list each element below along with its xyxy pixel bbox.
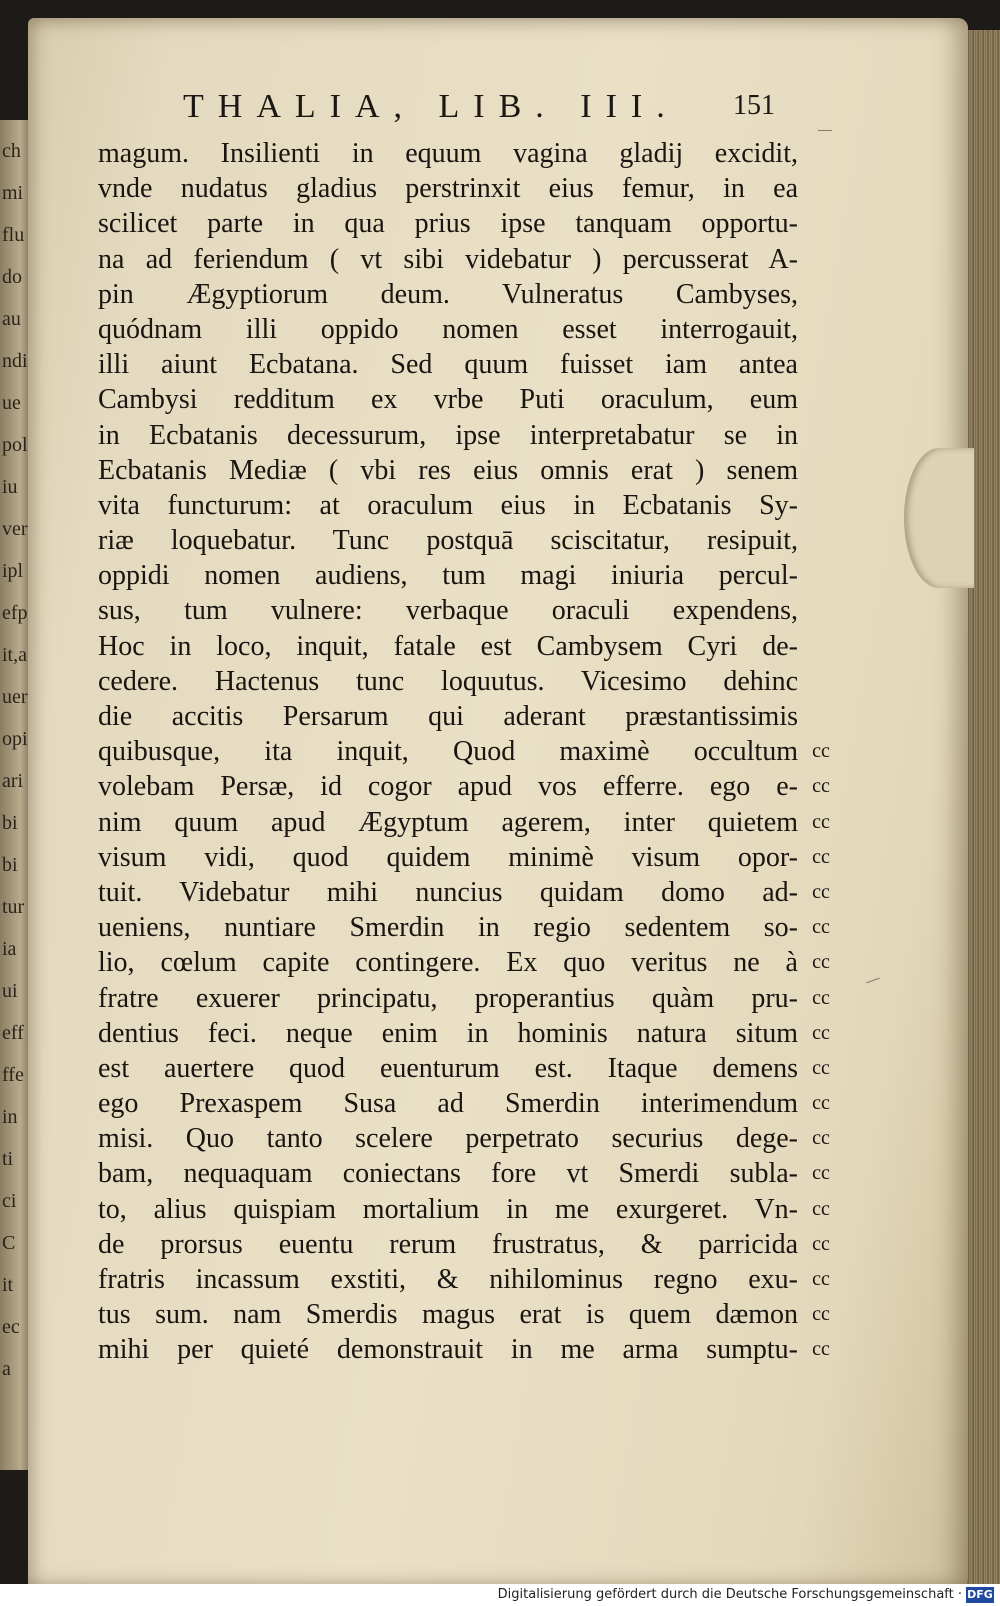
margin-mark bbox=[818, 130, 832, 131]
text-line: sus, tum vulnere: verbaque oraculi expendens, bbox=[98, 595, 798, 627]
prev-page-fragment: iu bbox=[2, 476, 18, 498]
margin-quote-mark: cc bbox=[812, 775, 830, 798]
margin-quote-mark: cc bbox=[812, 845, 830, 868]
margin-quote-mark bbox=[801, 699, 841, 734]
text-line: tuit. Videbatur mihi nuncius quidam domo ad- bbox=[98, 876, 798, 908]
prev-page-fragment: ver bbox=[2, 518, 28, 540]
margin-quote-mark bbox=[801, 382, 841, 417]
margin-quote-mark: cc bbox=[812, 1303, 830, 1326]
running-title: THALIA, LIB. III. bbox=[183, 88, 679, 125]
prev-page-fragment: it,a bbox=[2, 644, 27, 666]
text-line: quódnam illi oppido nomen esset interrogauit, bbox=[98, 313, 798, 345]
prev-page-fragment: C bbox=[2, 1232, 16, 1254]
prev-page-fragment: ch bbox=[2, 140, 21, 162]
text-line: misi. Quo tanto scelere perpetrato securius dege- bbox=[98, 1123, 798, 1155]
text-line: quibusque, ita inquit, Quod maximè occultum bbox=[98, 736, 798, 768]
text-line: fratris incassum exstiti, & nihilominus regno exu- bbox=[98, 1264, 798, 1295]
margin-quote-mark: cc bbox=[812, 1338, 830, 1361]
margin-quote-mark: cc bbox=[812, 986, 830, 1009]
text-line: est auertere quod euenturum est. Itaque demens bbox=[98, 1052, 798, 1084]
text-line: ego Prexaspem Susa ad Smerdin interimendum bbox=[98, 1088, 798, 1120]
text-line: vnde nudatus gladius perstrinxit eius femur, in ea bbox=[98, 173, 798, 205]
margin-quote-mark bbox=[801, 664, 841, 699]
margin-quote-mark: cc bbox=[812, 880, 830, 903]
margin-quote-mark: cc bbox=[812, 1268, 830, 1290]
text-line: Cambysi redditum ex vrbe Puti oraculum, eum bbox=[98, 384, 798, 416]
prev-page-fragment: bi bbox=[2, 812, 18, 834]
prev-page-fragment: ipl bbox=[2, 560, 24, 582]
text-line: mihi per quieté demonstrauit in me arma sumptu- bbox=[98, 1334, 798, 1366]
text-line: na ad feriendum ( vt sibi videbatur ) percusserat A- bbox=[98, 243, 798, 275]
margin-quote-mark bbox=[801, 523, 841, 558]
margin-quote-mark bbox=[801, 136, 841, 171]
prev-page-fragment: uer bbox=[2, 686, 28, 708]
margin-quote-mark bbox=[801, 593, 841, 628]
margin-quote-mark bbox=[801, 418, 841, 453]
prev-page-fragment: ffe bbox=[2, 1064, 24, 1086]
margin-quote-mark bbox=[801, 629, 841, 664]
text-line: riæ loquebatur. Tunc postquā sciscitatur, resipuit, bbox=[98, 525, 798, 557]
margin-quote-mark: cc bbox=[812, 1021, 830, 1044]
margin-quote-mark: cc bbox=[812, 740, 830, 763]
thumb-index-tab bbox=[904, 448, 974, 588]
text-line: scilicet parte in qua prius ipse tanquam opportu- bbox=[98, 208, 798, 240]
digitization-footer bbox=[0, 1584, 1000, 1606]
prev-page-fragment: opi bbox=[2, 728, 28, 750]
text-line: illi aiunt Ecbatana. Sed quum fuisset iam antea bbox=[98, 349, 798, 381]
prev-page-fragment: ue bbox=[2, 392, 21, 414]
text-line: oppidi nomen audiens, tum magi iniuria percul- bbox=[98, 560, 798, 592]
prev-page-fragment: eff bbox=[2, 1022, 24, 1044]
prev-page-fragment: do bbox=[2, 266, 22, 288]
prev-page-fragment: tur bbox=[2, 896, 25, 918]
prev-page-fragment: ti bbox=[2, 1148, 14, 1170]
margin-quote-mark bbox=[801, 277, 841, 312]
text-line: Hoc in loco, inquit, fatale est Cambysem Cyri de- bbox=[98, 630, 798, 662]
margin-quote-marks bbox=[801, 136, 841, 1368]
prev-page-fragment: it bbox=[2, 1274, 14, 1296]
margin-quote-mark bbox=[801, 242, 841, 277]
folio-number: 151 bbox=[733, 90, 775, 121]
text-line: pin Ægyptiorum deum. Vulneratus Cambyses, bbox=[98, 278, 798, 310]
prev-page-fragment: bi bbox=[2, 854, 18, 876]
text-line: ueniens, nuntiare Smerdin in regio sedentem so- bbox=[98, 912, 798, 944]
prev-page-fragment: ndi bbox=[2, 350, 28, 372]
text-line: magum. Insilienti in equum vagina gladij excidit, bbox=[98, 138, 798, 169]
text-line: dentius feci. neque enim in hominis natura situm bbox=[98, 1017, 798, 1049]
margin-quote-mark: cc bbox=[812, 916, 830, 939]
text-line: to, alius quispiam mortalium in me exurgeret. Vn- bbox=[98, 1193, 798, 1225]
prev-page-fragment: ia bbox=[2, 938, 17, 960]
prev-page-fragment: au bbox=[2, 308, 21, 330]
text-line: cedere. Hactenus tunc loquutus. Vicesimo dehinc bbox=[98, 665, 798, 697]
text-line: bam, nequaquam coniectans fore vt Smerdi subla- bbox=[98, 1158, 798, 1190]
margin-quote-mark bbox=[801, 347, 841, 382]
margin-mark bbox=[866, 978, 879, 984]
margin-quote-mark: cc bbox=[812, 1232, 830, 1255]
funding-credit: Digitalisierung gefördert durch die Deutsche Forschungsgemeinschaft · bbox=[497, 1587, 962, 1602]
margin-quote-mark bbox=[801, 488, 841, 523]
text-line: vita functurum: at oraculum eius in Ecbatanis Sy- bbox=[98, 489, 798, 521]
margin-quote-mark: cc bbox=[812, 951, 830, 974]
margin-quote-mark: cc bbox=[812, 1162, 830, 1185]
margin-quote-mark: cc bbox=[812, 1127, 830, 1150]
margin-quote-mark bbox=[801, 558, 841, 593]
text-line: die accitis Persarum qui aderant præstantissimis bbox=[98, 701, 798, 732]
margin-quote-mark: cc bbox=[812, 1092, 830, 1115]
prev-page-fragment: flu bbox=[2, 224, 25, 246]
book-page bbox=[28, 18, 968, 1588]
body-text bbox=[98, 136, 798, 1368]
margin-quote-mark bbox=[801, 312, 841, 347]
text-line: nim quum apud Ægyptum agerem, inter quietem bbox=[98, 806, 798, 838]
dfg-logo: DFG bbox=[967, 1588, 993, 1601]
margin-quote-mark: cc bbox=[812, 810, 830, 833]
text-line: Ecbatanis Mediæ ( vbi res eius omnis erat ) senem bbox=[98, 454, 798, 486]
prev-page-fragment: a bbox=[2, 1358, 11, 1380]
margin-quote-mark bbox=[801, 171, 841, 206]
prev-page-fragment: ec bbox=[2, 1316, 20, 1338]
margin-quote-mark: cc bbox=[812, 1056, 830, 1079]
margin-quote-mark: cc bbox=[812, 1197, 830, 1220]
text-line: in Ecbatanis decessurum, ipse interpretabatur se in bbox=[98, 419, 798, 451]
prev-page-fragment: pol bbox=[2, 434, 28, 456]
text-line: visum vidi, quod quidem minimè visum opor- bbox=[98, 841, 798, 873]
text-line: lio, cœlum capite contingere. Ex quo veritus ne à bbox=[98, 947, 798, 979]
margin-quote-mark bbox=[801, 206, 841, 241]
margin-quote-mark bbox=[801, 453, 841, 488]
prev-page-fragment: ari bbox=[2, 770, 24, 792]
prev-page-fragment: in bbox=[2, 1106, 18, 1128]
prev-page-fragment: ci bbox=[2, 1190, 17, 1212]
prev-page-fragment: ui bbox=[2, 980, 18, 1002]
prev-page-fragment: mi bbox=[2, 182, 24, 204]
text-line: fratre exuerer principatu, properantius quàm pru- bbox=[98, 982, 798, 1014]
text-line: tus sum. nam Smerdis magus erat is quem dæmon bbox=[98, 1299, 798, 1331]
prev-page-fragment: efp bbox=[2, 602, 28, 624]
text-line: de prorsus euentu rerum frustratus, & parricida bbox=[98, 1228, 798, 1260]
text-line: volebam Persæ, id cogor apud vos efferre. ego e- bbox=[98, 771, 798, 803]
